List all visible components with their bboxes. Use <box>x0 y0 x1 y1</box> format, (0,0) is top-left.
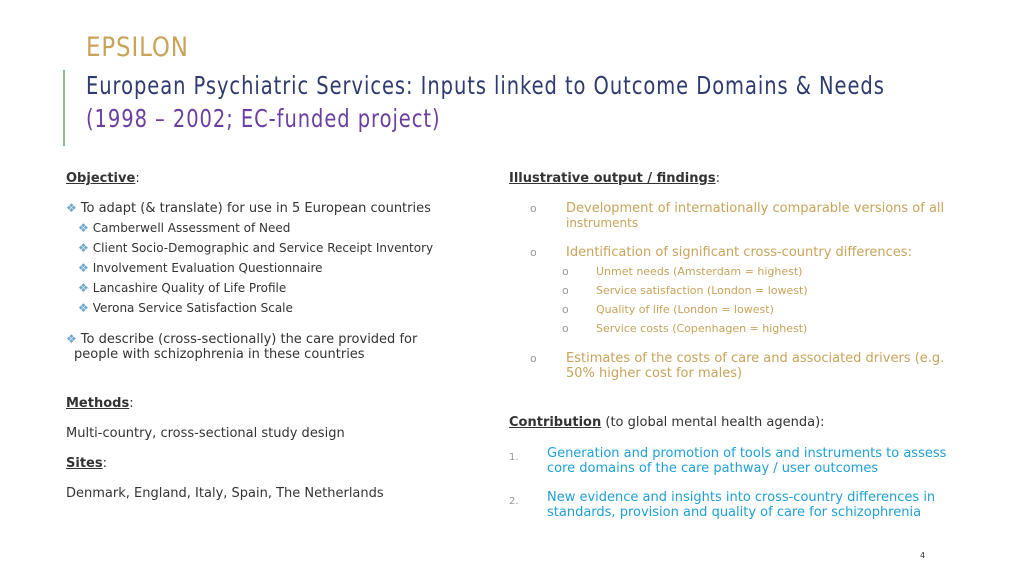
page-title: EPSILON <box>86 32 189 63</box>
instrument-item: ❖ Client Socio-Demographic and Service Receipt Inventory <box>78 241 434 255</box>
contribution-item: Generation and promotion of tools and instruments to assess <box>547 446 947 461</box>
findings-heading: Illustrative output / findings: <box>509 171 720 186</box>
page-subtitle: European Psychiatric Services: Inputs linked to Outcome Domains & Needs <box>86 71 885 100</box>
diamond-bullet-icon: ❖ <box>66 201 77 215</box>
sites-heading: Sites: <box>66 456 107 471</box>
describe-item-cont: people with schizophrenia in these countries <box>74 347 365 362</box>
diamond-bullet-icon: ❖ <box>78 301 89 315</box>
circle-bullet-icon: o <box>562 322 569 335</box>
finding-item: Development of internationally comparable versions of all <box>566 201 945 216</box>
sub-finding-item: Quality of life (London = lowest) <box>596 303 774 316</box>
list-number: 2. <box>509 496 519 507</box>
instrument-item: ❖ Lancashire Quality of Life Profile <box>78 281 287 295</box>
diamond-bullet-icon: ❖ <box>78 241 89 255</box>
circle-bullet-icon: o <box>562 265 569 278</box>
contribution-item-cont: core domains of the care pathway / user outcomes <box>547 461 879 476</box>
diamond-bullet-icon: ❖ <box>78 281 89 295</box>
finding-item: Identification of significant cross-country differences: <box>566 245 912 260</box>
circle-bullet-icon: o <box>530 202 537 215</box>
contribution-heading: Contribution (to global mental health agenda): <box>509 415 825 430</box>
diamond-bullet-icon: ❖ <box>66 332 77 346</box>
page-number: 4 <box>920 551 926 560</box>
sub-finding-item: Service satisfaction (London = lowest) <box>596 284 808 297</box>
circle-bullet-icon: o <box>562 303 569 316</box>
contribution-item-cont: standards, provision and quality of care for schizophrenia <box>547 505 922 520</box>
describe-item: ❖ To describe (cross-sectionally) the care provided for <box>66 332 418 347</box>
objective-item: ❖ To adapt (& translate) for use in 5 European countries <box>66 201 431 216</box>
sub-finding-item: Unmet needs (Amsterdam = highest) <box>596 265 803 278</box>
diamond-bullet-icon: ❖ <box>78 261 89 275</box>
finding-item: Estimates of the costs of care and associated drivers (e.g. <box>566 351 945 366</box>
objective-heading: Objective: <box>66 171 140 186</box>
list-number: 1. <box>509 452 519 463</box>
methods-text: Multi-country, cross-sectional study design <box>66 426 345 441</box>
finding-item-cont: instruments <box>566 216 639 230</box>
sites-text: Denmark, England, Italy, Spain, The Netherlands <box>66 486 384 501</box>
circle-bullet-icon: o <box>562 284 569 297</box>
header-accent-bar <box>63 70 65 146</box>
circle-bullet-icon: o <box>530 246 537 259</box>
instrument-item: ❖ Verona Service Satisfaction Scale <box>78 301 293 315</box>
instrument-item: ❖ Camberwell Assessment of Need <box>78 221 291 235</box>
diamond-bullet-icon: ❖ <box>78 221 89 235</box>
finding-item-cont: 50% higher cost for males) <box>566 366 743 381</box>
page-subtitle-dates: (1998 – 2002; EC-funded project) <box>86 104 441 133</box>
contribution-item: New evidence and insights into cross-country differences in <box>547 490 936 505</box>
circle-bullet-icon: o <box>530 352 537 365</box>
instrument-item: ❖ Involvement Evaluation Questionnaire <box>78 261 323 275</box>
sub-finding-item: Service costs (Copenhagen = highest) <box>596 322 808 335</box>
methods-heading: Methods: <box>66 396 134 411</box>
